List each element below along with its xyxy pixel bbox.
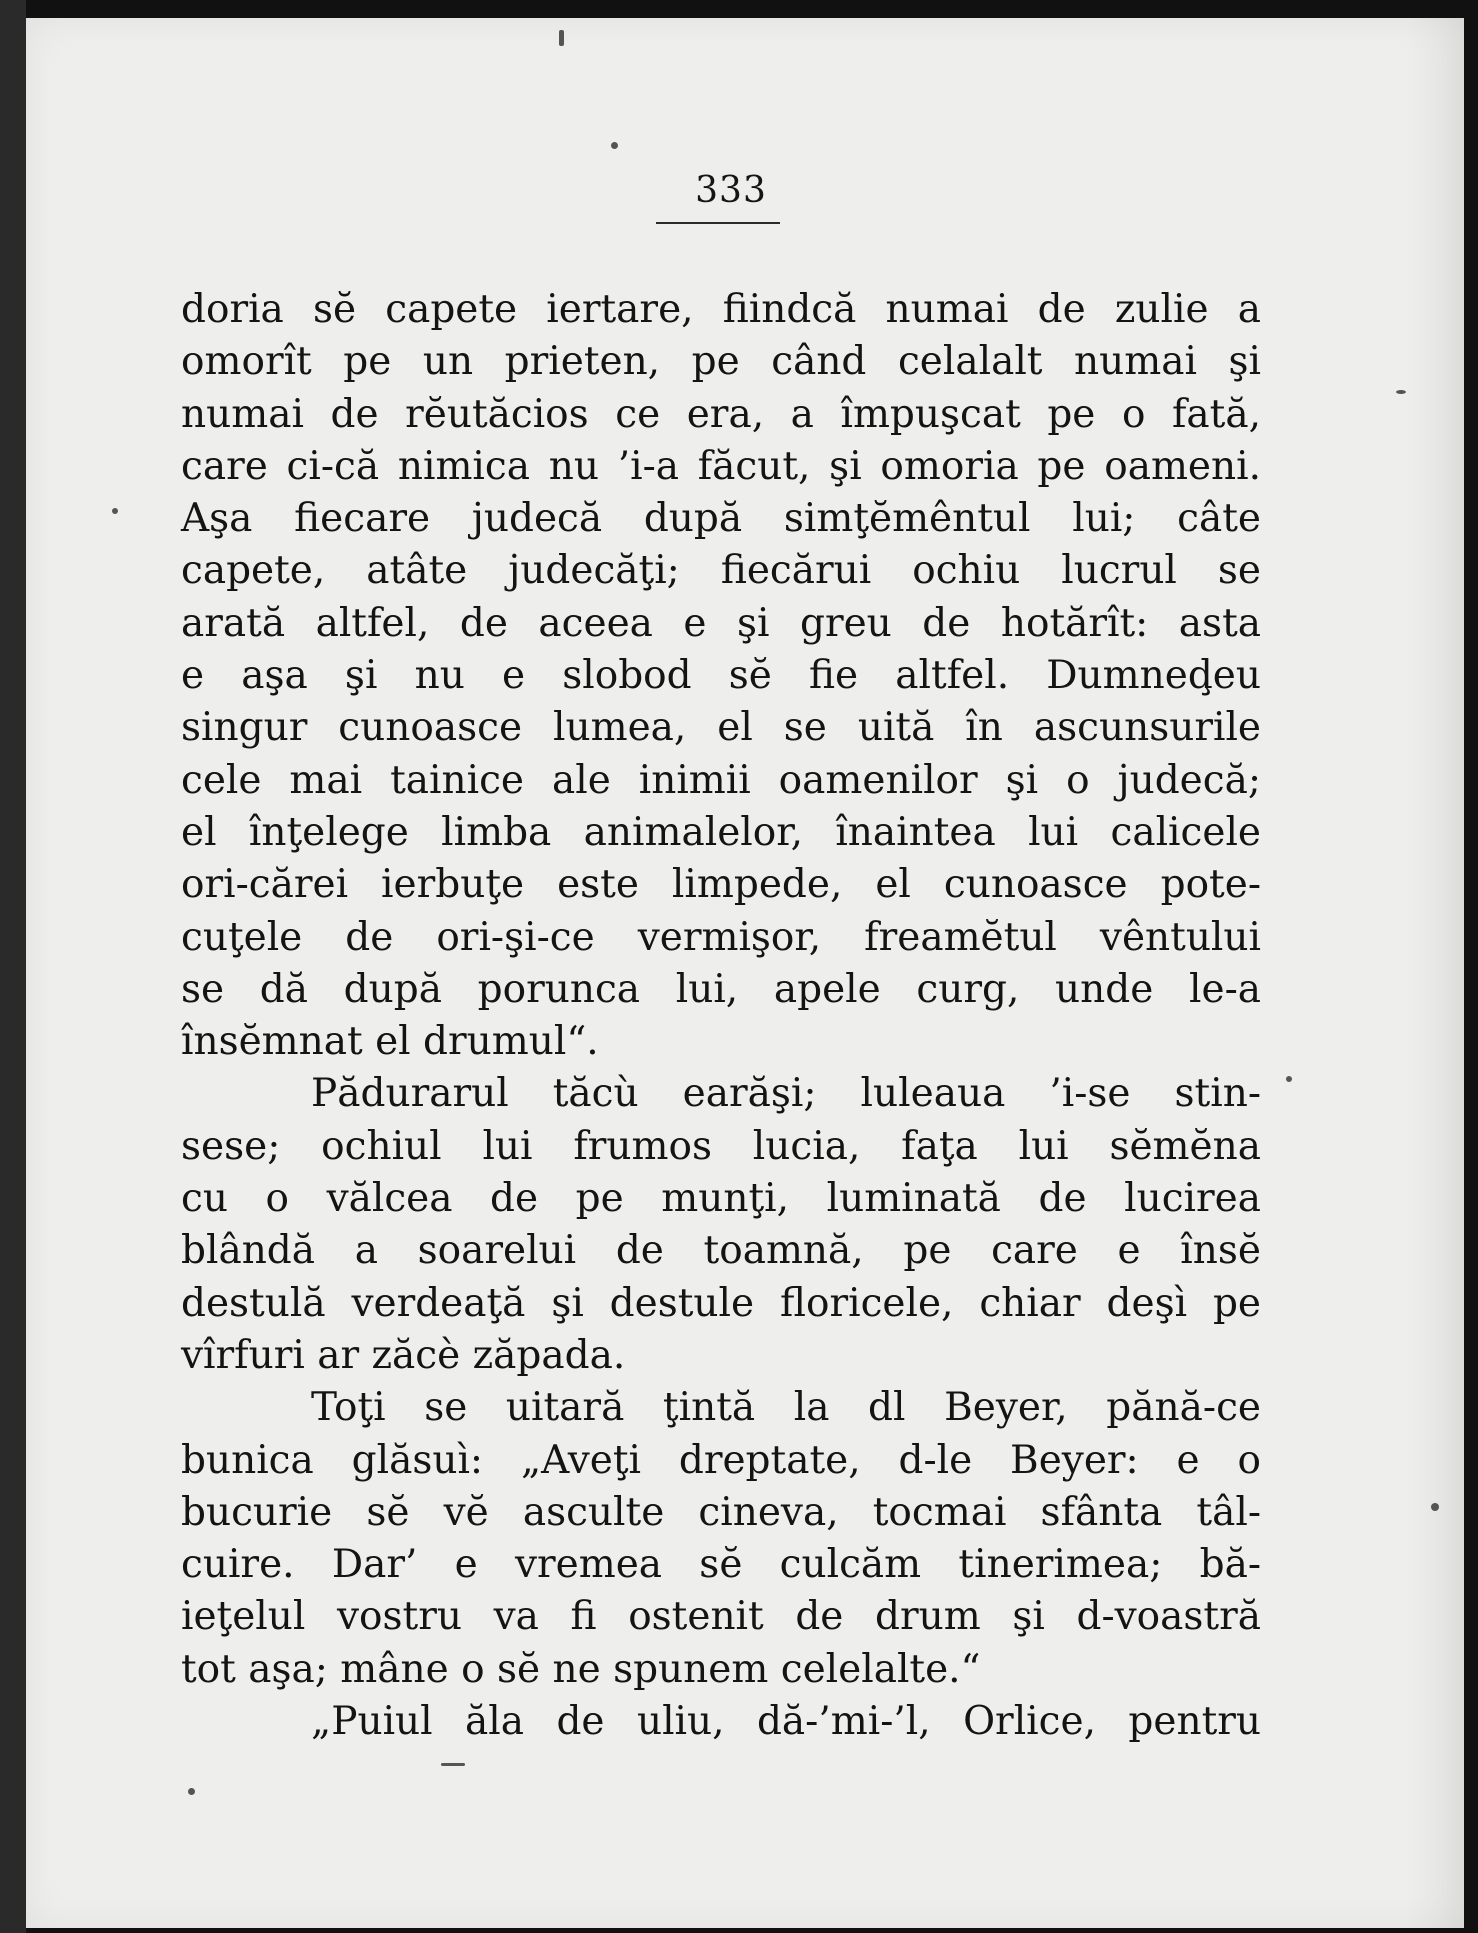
text-line: Pădurarul tăcù earăşi; luleaua ’i-se stin- xyxy=(311,1071,1261,1117)
text-line: care ci-că nimica nu ’i-a făcut, şi omoria pe oameni. xyxy=(181,443,1261,489)
ink-speck xyxy=(1286,1076,1292,1082)
text-line: bucurie sĕ vĕ asculte cineva, tocmai sfânta tâl- xyxy=(181,1489,1261,1535)
page-number: 333 xyxy=(695,170,767,211)
text-line: arată altfel, de aceea e şi greu de hotărît: asta xyxy=(181,600,1261,646)
text-line: tot aşa; mâne o sĕ ne spunem celelalte.“ xyxy=(181,1646,981,1692)
text-line: destulă verdeaţă şi destule floricele, chiar deşì pe xyxy=(181,1280,1261,1326)
text-line: bunica glăsuì: „Aveţi dreptate, d-le Beyer: e o xyxy=(181,1437,1261,1483)
text-line: vîrfuri ar zăcè zăpada. xyxy=(181,1332,626,1378)
text-line: însĕmnat el drumul“. xyxy=(181,1019,599,1065)
text-line: ieţelul vostru va fi ostenit de drum şi d-voastră xyxy=(181,1594,1261,1640)
scan-left-edge xyxy=(0,0,26,1933)
text-line: cele mai tainice ale inimii oamenilor şi o judecă; xyxy=(181,757,1261,803)
text-line: „Puiul ăla de uliu, dă-’mi-’l, Orlice, pentru xyxy=(311,1699,1261,1745)
ink-speck xyxy=(188,1788,195,1795)
ink-speck xyxy=(1396,390,1406,394)
text-line: capete, atâte judecăţi; fiecărui ochiu lucrul se xyxy=(181,548,1261,594)
ink-speck xyxy=(441,1763,465,1766)
body-text xyxy=(181,284,1261,1748)
text-line: se dă după porunca lui, apele curg, unde le-a xyxy=(181,966,1261,1012)
text-line: omorît pe un prieten, pe când celalalt numai şi xyxy=(181,339,1261,385)
text-line: doria sĕ capete iertare, fiindcă numai de zulie a xyxy=(181,287,1261,332)
text-line: ori-cărei ierbuţe este limpede, el cunoasce pote- xyxy=(181,862,1261,908)
text-line: cuire. Dar’ e vremea sĕ culcăm tinerimea; bă- xyxy=(181,1542,1261,1588)
text-line: singur cunoasce lumea, el se uită în ascunsurile xyxy=(181,705,1261,751)
page-number-rule xyxy=(656,222,780,224)
text-line: e aşa şi nu e slobod sĕ fie altfel. Dumneḑeu xyxy=(181,653,1261,699)
book-page xyxy=(26,18,1464,1928)
ink-speck xyxy=(611,142,618,149)
text-line: Toţi se uitară ţintă la dl Beyer, pănă-ce xyxy=(311,1385,1261,1431)
text-line: Aşa fiecare judecă după simţĕmêntul lui; câte xyxy=(181,496,1261,542)
ink-speck xyxy=(559,30,564,46)
text-line: blândă a soarelui de toamnă, pe care e însĕ xyxy=(181,1228,1261,1274)
text-line: cuţele de ori-şi-ce vermişor, freamĕtul vêntului xyxy=(181,914,1261,960)
page-shading xyxy=(1404,18,1464,1928)
text-line: cu o vălcea de pe munţi, luminată de lucirea xyxy=(181,1176,1261,1222)
text-line: numai de rĕutăcios ce era, a împuşcat pe o fată, xyxy=(181,391,1261,437)
ink-speck xyxy=(112,508,118,514)
text-line: sese; ochiul lui frumos lucia, faţa lui sĕmĕna xyxy=(181,1123,1261,1169)
ink-speck xyxy=(1431,1503,1439,1511)
text-line: el înţelege limba animalelor, înaintea lui calicele xyxy=(181,809,1261,855)
